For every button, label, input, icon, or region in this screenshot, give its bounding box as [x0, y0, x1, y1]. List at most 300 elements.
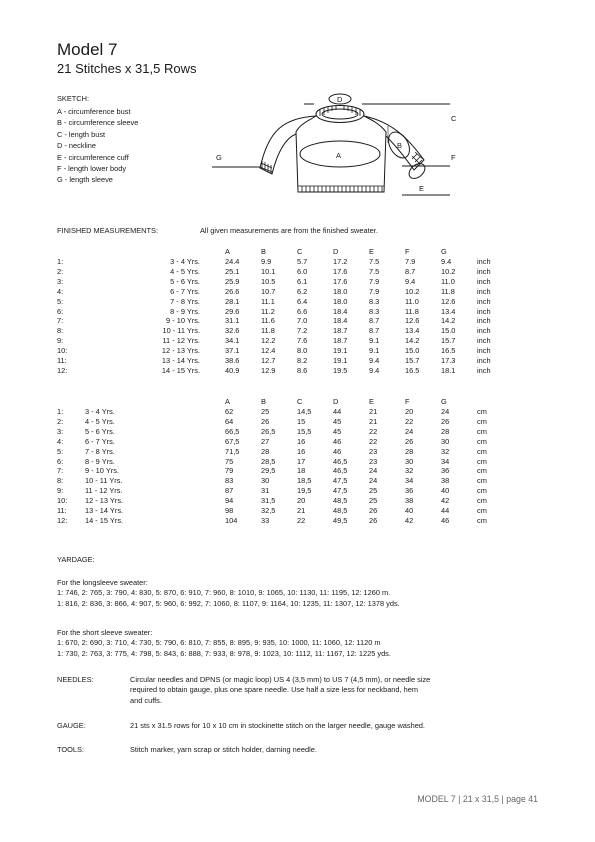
sketch-label-a: A — [336, 151, 342, 160]
measurement-cell: 18.4 — [333, 306, 348, 316]
gauge-text: 21 sts x 31.5 rows for 10 x 10 cm in stockinette stitch on the larger needle, gauge washed. — [130, 721, 425, 730]
spacer — [200, 417, 225, 427]
measurement-cell: 36 — [405, 486, 414, 496]
yardage-short-title: For the short sleeve sweater: — [57, 628, 153, 637]
measurement-cell: 8.6 — [297, 365, 308, 375]
measurement-cell: 15.7 — [405, 356, 420, 366]
measurement-cell: 12.6 — [441, 296, 456, 306]
row-number: 5: — [57, 296, 64, 306]
unit-label: cm — [477, 476, 487, 486]
col-header: G — [441, 246, 447, 256]
size-label: 5 - 6 Yrs. — [170, 276, 200, 286]
measurement-cell: 33 — [261, 515, 270, 525]
measurement-cell: 62 — [225, 407, 234, 416]
measurement-cell: 7.6 — [297, 336, 308, 346]
spacer — [200, 366, 225, 376]
legend-item: C - length bust — [57, 129, 106, 139]
measurement-cell: 10.7 — [261, 286, 276, 296]
measurement-cell: 28,5 — [261, 456, 276, 466]
measurement-cell: 46,5 — [333, 466, 348, 476]
measurement-cell: 83 — [225, 476, 234, 486]
measurement-cell: 30 — [261, 476, 270, 486]
measurement-cell: 49,5 — [333, 515, 348, 525]
measurement-cell: 18,5 — [297, 476, 312, 486]
sketch-label-b: B — [397, 141, 403, 150]
unit-label: inch — [477, 257, 491, 266]
measurement-cell: 19,5 — [297, 486, 312, 496]
measurement-cell: 25 — [369, 496, 378, 506]
measurement-cell: 7.9 — [405, 257, 416, 266]
table-row — [57, 307, 507, 317]
measurement-cell: 98 — [225, 506, 234, 516]
size-label: 11 - 12 Yrs. — [85, 486, 123, 496]
measurement-cell: 11.8 — [441, 286, 455, 296]
measurement-cell: 71,5 — [225, 446, 240, 456]
measurement-cell: 6.2 — [297, 286, 308, 296]
measurement-cell: 20 — [297, 496, 306, 506]
measurement-cell: 18.1 — [441, 365, 456, 375]
size-label: 7 - 8 Yrs. — [85, 446, 115, 456]
spacer — [200, 257, 225, 267]
row-number: 4: — [57, 286, 64, 296]
measurement-cell: 17.2 — [333, 257, 348, 266]
legend-item: B - circumference sleeve — [57, 118, 139, 128]
needles-label: NEEDLES: — [57, 675, 94, 684]
measurement-cell: 40 — [405, 506, 414, 516]
needles-line: and cuffs. — [130, 695, 162, 705]
measurement-cell: 64 — [225, 416, 234, 426]
measurement-cell: 18.0 — [333, 286, 348, 296]
row-number: 1: — [57, 257, 64, 266]
measurement-cell: 16 — [297, 436, 306, 446]
measurement-cell: 16.5 — [441, 346, 456, 356]
measurement-cell: 8.7 — [369, 316, 380, 326]
tools-label: TOOLS: — [57, 745, 84, 754]
col-header: B — [261, 396, 266, 406]
unit-label: inch — [477, 296, 491, 306]
table-row — [57, 476, 507, 486]
measurement-cell: 28 — [261, 446, 270, 456]
measurement-cell: 44 — [333, 407, 342, 416]
legend-item: D - neckline — [57, 141, 97, 151]
measurement-cell: 23 — [369, 456, 378, 466]
measurement-cell: 6.4 — [297, 296, 308, 306]
table-row — [57, 496, 507, 506]
spacer — [200, 427, 225, 437]
table-row — [57, 486, 507, 496]
size-label: 8 - 9 Yrs. — [85, 456, 115, 466]
table-row — [57, 257, 507, 267]
table-row — [57, 277, 507, 287]
measurement-cell: 19.1 — [333, 346, 348, 356]
measurement-cell: 42 — [441, 496, 450, 506]
measurement-cell: 15.7 — [441, 336, 456, 346]
size-label: 9 - 10 Yrs. — [166, 316, 200, 326]
measurement-cell: 25.9 — [225, 276, 240, 286]
measurement-cell: 40.9 — [225, 365, 240, 375]
measurement-cell: 12.4 — [261, 346, 276, 356]
measurement-cell: 6.1 — [297, 276, 308, 286]
measurement-cell: 26 — [441, 416, 450, 426]
measurement-cell: 30 — [441, 436, 450, 446]
size-label: 7 - 8 Yrs. — [170, 296, 200, 306]
measurement-cell: 23 — [369, 446, 378, 456]
row-number: 11: — [57, 506, 67, 516]
measurement-cell: 9.1 — [369, 336, 380, 346]
size-label: 4 - 5 Yrs. — [85, 416, 115, 426]
inch-table — [57, 246, 507, 376]
unit-label: inch — [477, 326, 491, 336]
measurement-cell: 38 — [441, 476, 450, 486]
row-number: 9: — [57, 336, 64, 346]
sketch-heading: SKETCH: — [57, 94, 90, 103]
measurement-cell: 18.0 — [333, 296, 348, 306]
sketch-label-c: C — [451, 114, 457, 123]
measurement-cell: 37.1 — [225, 346, 240, 356]
table-row — [57, 437, 507, 447]
measurement-cell: 87 — [225, 486, 234, 496]
tools-text: Stitch marker, yarn scrap or stitch holder, darning needle. — [130, 745, 317, 754]
measurement-cell: 11.0 — [405, 296, 419, 306]
measurement-cell: 79 — [225, 466, 234, 476]
size-label: 10 - 11 Yrs. — [162, 326, 200, 336]
measurement-cell: 9.1 — [369, 346, 380, 356]
table-row — [57, 326, 507, 336]
measurement-cell: 46 — [333, 436, 342, 446]
measurement-cell: 12.9 — [261, 365, 276, 375]
measurement-cell: 9.4 — [369, 356, 380, 366]
measurement-cell: 7.9 — [369, 276, 380, 286]
table-row — [57, 336, 507, 346]
table-row — [57, 267, 507, 277]
measurement-cell: 26.6 — [225, 286, 240, 296]
measurement-cell: 48,5 — [333, 496, 348, 506]
measurement-cell: 11.1 — [261, 296, 275, 306]
col-header: F — [405, 246, 410, 256]
spacer — [200, 506, 225, 516]
measurement-cell: 15.0 — [441, 326, 456, 336]
yardage-short-yds: 1: 730, 2: 763, 3: 775, 4: 798, 5: 843, 6: 888, 7: 933, 8: 978, 9: 1023, 10: 1112, 11: 1167, 12: 1225 yds. — [57, 648, 391, 658]
unit-label: cm — [477, 407, 487, 416]
size-label: 3 - 4 Yrs. — [85, 407, 115, 416]
measurement-cell: 8.3 — [369, 296, 380, 306]
measurement-cell: 45 — [333, 416, 342, 426]
size-label: 3 - 4 Yrs. — [170, 257, 200, 266]
unit-label: cm — [477, 486, 487, 496]
needles-text — [130, 675, 485, 706]
table-row — [57, 417, 507, 427]
measurement-cell: 22 — [405, 416, 414, 426]
spacer — [200, 486, 225, 496]
row-number: 12: — [57, 365, 68, 375]
gauge-label: GAUGE: — [57, 721, 86, 730]
measurement-cell: 8.3 — [369, 306, 380, 316]
measurement-cell: 46 — [333, 446, 342, 456]
measurement-cell: 29.6 — [225, 306, 240, 316]
measurement-cell: 75 — [225, 456, 234, 466]
measurement-cell: 10.1 — [261, 266, 276, 276]
measurement-cell: 34 — [441, 456, 450, 466]
size-label: 5 - 6 Yrs. — [85, 426, 115, 436]
col-header: D — [333, 246, 339, 256]
unit-label: cm — [477, 446, 487, 456]
measurement-cell: 19.5 — [333, 365, 348, 375]
table-row — [57, 457, 507, 467]
unit-label: inch — [477, 346, 491, 356]
unit-label: inch — [477, 276, 491, 286]
measurement-cell: 29,5 — [261, 466, 276, 476]
spacer — [200, 407, 225, 417]
col-header: B — [261, 246, 266, 256]
measurement-cell: 21 — [369, 407, 378, 416]
measurement-cell: 9.4 — [405, 276, 416, 286]
measurement-cell: 15.0 — [405, 346, 420, 356]
measurement-cell: 94 — [225, 496, 234, 506]
measurement-cell: 24.4 — [225, 257, 240, 266]
spacer — [200, 476, 225, 486]
spacer — [200, 326, 225, 336]
unit-label: inch — [477, 306, 491, 316]
measurement-cell: 32,5 — [261, 506, 276, 516]
size-label: 14 - 15 Yrs. — [161, 365, 200, 375]
size-label: 14 - 15 Yrs. — [85, 515, 124, 525]
size-label: 10 - 11 Yrs. — [85, 476, 123, 486]
measurement-cell: 40 — [441, 486, 450, 496]
size-label: 9 - 10 Yrs. — [85, 466, 119, 476]
row-number: 7: — [57, 316, 64, 326]
measurement-cell: 13.4 — [441, 306, 456, 316]
col-header: G — [441, 396, 447, 406]
measurement-cell: 14,5 — [297, 407, 312, 416]
measurement-cell: 9.4 — [369, 365, 380, 375]
spacer — [200, 496, 225, 506]
col-header: D — [333, 396, 339, 406]
table-header-row — [57, 246, 507, 257]
measurement-cell: 46,5 — [333, 456, 348, 466]
spacer — [200, 356, 225, 366]
sketch-label-g: G — [216, 153, 222, 162]
spacer — [200, 307, 225, 317]
spacer — [200, 437, 225, 447]
needles-line: Circular needles and DPNS (or magic loop) US 4 (3,5 mm) to US 7 (4,5 mm), or needle size — [130, 675, 431, 684]
measurement-cell: 26 — [369, 515, 378, 525]
measurement-cell: 25 — [369, 486, 378, 496]
size-label: 12 - 13 Yrs. — [161, 346, 200, 356]
table-row — [57, 346, 507, 356]
measurement-cell: 19.1 — [333, 356, 348, 366]
unit-label: inch — [477, 336, 491, 346]
unit-label: cm — [477, 496, 487, 506]
row-number: 6: — [57, 306, 64, 316]
row-number: 3: — [57, 276, 64, 286]
measurement-cell: 18 — [297, 466, 306, 476]
unit-label: cm — [477, 436, 487, 446]
measurement-cell: 24 — [405, 426, 414, 436]
size-label: 6 - 7 Yrs. — [85, 436, 115, 446]
measurement-cell: 26 — [261, 416, 270, 426]
row-number: 2: — [57, 266, 64, 276]
size-label: 13 - 14 Yrs. — [85, 506, 124, 516]
measurement-cell: 6.0 — [297, 266, 308, 276]
measurement-cell: 7.0 — [297, 316, 308, 326]
size-label: 11 - 12 Yrs. — [162, 336, 200, 346]
spacer — [200, 316, 225, 326]
measurement-cell: 47,5 — [333, 476, 348, 486]
col-header: C — [297, 396, 303, 406]
row-number: 5: — [57, 446, 64, 456]
measurement-cell: 17.6 — [333, 276, 348, 286]
measurement-cell: 38 — [405, 496, 414, 506]
sweater-sketch — [212, 88, 474, 200]
page-footer: MODEL 7 | 21 x 31,5 | page 41 — [417, 794, 538, 804]
measurement-cell: 24 — [369, 466, 378, 476]
row-number: 6: — [57, 456, 64, 466]
measurement-cell: 28 — [405, 446, 414, 456]
row-number: 9: — [57, 486, 64, 496]
unit-label: cm — [477, 426, 487, 436]
measurement-cell: 32.6 — [225, 326, 240, 336]
unit-label: cm — [477, 515, 487, 525]
row-number: 10: — [57, 496, 68, 506]
spacer — [200, 287, 225, 297]
unit-label: inch — [477, 286, 491, 296]
measurement-cell: 34 — [405, 476, 414, 486]
measurement-cell: 5.7 — [297, 257, 308, 266]
col-header: F — [405, 396, 410, 406]
unit-label: inch — [477, 365, 491, 375]
measurement-cell: 28.1 — [225, 296, 240, 306]
measurement-cell: 7.2 — [297, 326, 308, 336]
spacer — [200, 346, 225, 356]
measurement-cell: 21 — [369, 416, 378, 426]
row-number: 4: — [57, 436, 64, 446]
page-title: Model 7 — [57, 40, 118, 59]
measurement-cell: 11.0 — [441, 276, 455, 286]
measurement-cell: 16 — [297, 446, 306, 456]
measurement-cell: 11.2 — [261, 306, 275, 316]
row-number: 8: — [57, 326, 64, 336]
spacer — [200, 336, 225, 346]
size-label: 6 - 7 Yrs. — [170, 286, 200, 296]
measurement-cell: 30 — [405, 456, 414, 466]
measurement-cell: 45 — [333, 426, 342, 436]
measurements-heading: FINISHED MEASUREMENTS: — [57, 226, 159, 235]
table-header-row — [57, 396, 507, 407]
measurement-cell: 20 — [405, 407, 414, 416]
measurement-cell: 13.4 — [405, 326, 420, 336]
measurement-cell: 46 — [441, 515, 450, 525]
measurement-cell: 38.6 — [225, 356, 240, 366]
measurement-cell: 22 — [369, 436, 378, 446]
yardage-long-m: 1: 746, 2: 765, 3: 790, 4: 830, 5: 870, 6: 910, 7: 960, 8: 1010, 9: 1065, 10: 1130, 11: 1195, 12: 1260 m. — [57, 588, 391, 598]
measurement-cell: 31 — [261, 486, 270, 496]
measurement-cell: 48,5 — [333, 506, 348, 516]
sketch-label-f: F — [451, 153, 456, 162]
unit-label: cm — [477, 416, 487, 426]
unit-label: cm — [477, 456, 487, 466]
legend-item: G - length sleeve — [57, 175, 113, 185]
table-row — [57, 316, 507, 326]
row-number: 11: — [57, 356, 67, 366]
measurement-cell: 7.5 — [369, 257, 380, 266]
gauge-subtitle: 21 Stitches x 31,5 Rows — [57, 61, 197, 76]
measurement-cell: 15,5 — [297, 426, 312, 436]
measurement-cell: 10.5 — [261, 276, 276, 286]
measurement-cell: 16.5 — [405, 365, 420, 375]
unit-label: cm — [477, 466, 487, 476]
measurement-cell: 26 — [405, 436, 414, 446]
row-number: 10: — [57, 346, 68, 356]
spacer — [200, 297, 225, 307]
yardage-long-yds: 1: 816, 2: 836, 3: 866, 4: 907, 5: 960, 6: 992, 7: 1060, 8: 1107, 9: 1164, 10: 1235, 11: 1307, 12: 1378 yds. — [57, 598, 400, 608]
measurement-cell: 26,5 — [261, 426, 276, 436]
measurement-cell: 18.7 — [333, 326, 348, 336]
measurement-cell: 34.1 — [225, 336, 240, 346]
yardage-long — [57, 578, 400, 609]
sketch-label-d: D — [337, 95, 343, 104]
measurement-cell: 11.6 — [261, 316, 275, 326]
col-header: E — [369, 396, 374, 406]
row-number: 12: — [57, 515, 68, 525]
measurement-cell: 66,5 — [225, 426, 240, 436]
measurement-cell: 17.6 — [333, 266, 348, 276]
table-row — [57, 466, 507, 476]
measurement-cell: 22 — [369, 426, 378, 436]
table-row — [57, 297, 507, 307]
yardage-heading: YARDAGE: — [57, 555, 95, 564]
measurement-cell: 8.7 — [369, 326, 380, 336]
measurement-cell: 36 — [441, 466, 450, 476]
measurement-cell: 24 — [369, 476, 378, 486]
measurement-cell: 28 — [441, 426, 450, 436]
measurement-cell: 10.2 — [405, 286, 420, 296]
legend-item: F - length lower body — [57, 163, 127, 173]
size-label: 12 - 13 Yrs. — [85, 496, 124, 506]
table-row — [57, 506, 507, 516]
measurement-cell: 7.5 — [369, 266, 380, 276]
table-row — [57, 447, 507, 457]
measurement-cell: 8.2 — [297, 356, 308, 366]
measurement-cell: 8.7 — [405, 266, 416, 276]
measurement-cell: 31.1 — [225, 316, 240, 326]
measurement-cell: 24 — [441, 407, 450, 416]
row-number: 8: — [57, 476, 64, 486]
spacer — [200, 516, 225, 526]
col-header: A — [225, 246, 230, 256]
table-row — [57, 356, 507, 366]
spacer — [200, 466, 225, 476]
measurement-cell: 104 — [225, 515, 238, 525]
row-number: 3: — [57, 426, 64, 436]
measurement-cell: 7.9 — [369, 286, 380, 296]
measurement-cell: 11.8 — [405, 306, 419, 316]
table-row — [57, 407, 507, 417]
measurement-cell: 6.6 — [297, 306, 308, 316]
measurement-cell: 8.0 — [297, 346, 308, 356]
measurement-cell: 42 — [405, 515, 414, 525]
measurement-cell: 15 — [297, 416, 306, 426]
legend-item: E - circumference cuff — [57, 152, 129, 162]
unit-label: inch — [477, 356, 491, 366]
measurement-cell: 12.2 — [261, 336, 276, 346]
measurement-cell: 14.2 — [405, 336, 420, 346]
measurement-cell: 9.9 — [261, 257, 272, 266]
yardage-long-title: For the longsleeve sweater: — [57, 578, 148, 587]
yardage-short-m: 1: 670, 2: 690, 3: 710, 4: 730, 5: 790, 6: 810, 7: 855, 8: 895, 9: 935, 10: 1000, 11: 1060, 12: 1120 m — [57, 638, 381, 648]
table-row — [57, 427, 507, 437]
measurement-cell: 18.7 — [333, 336, 348, 346]
measurement-cell: 47,5 — [333, 486, 348, 496]
